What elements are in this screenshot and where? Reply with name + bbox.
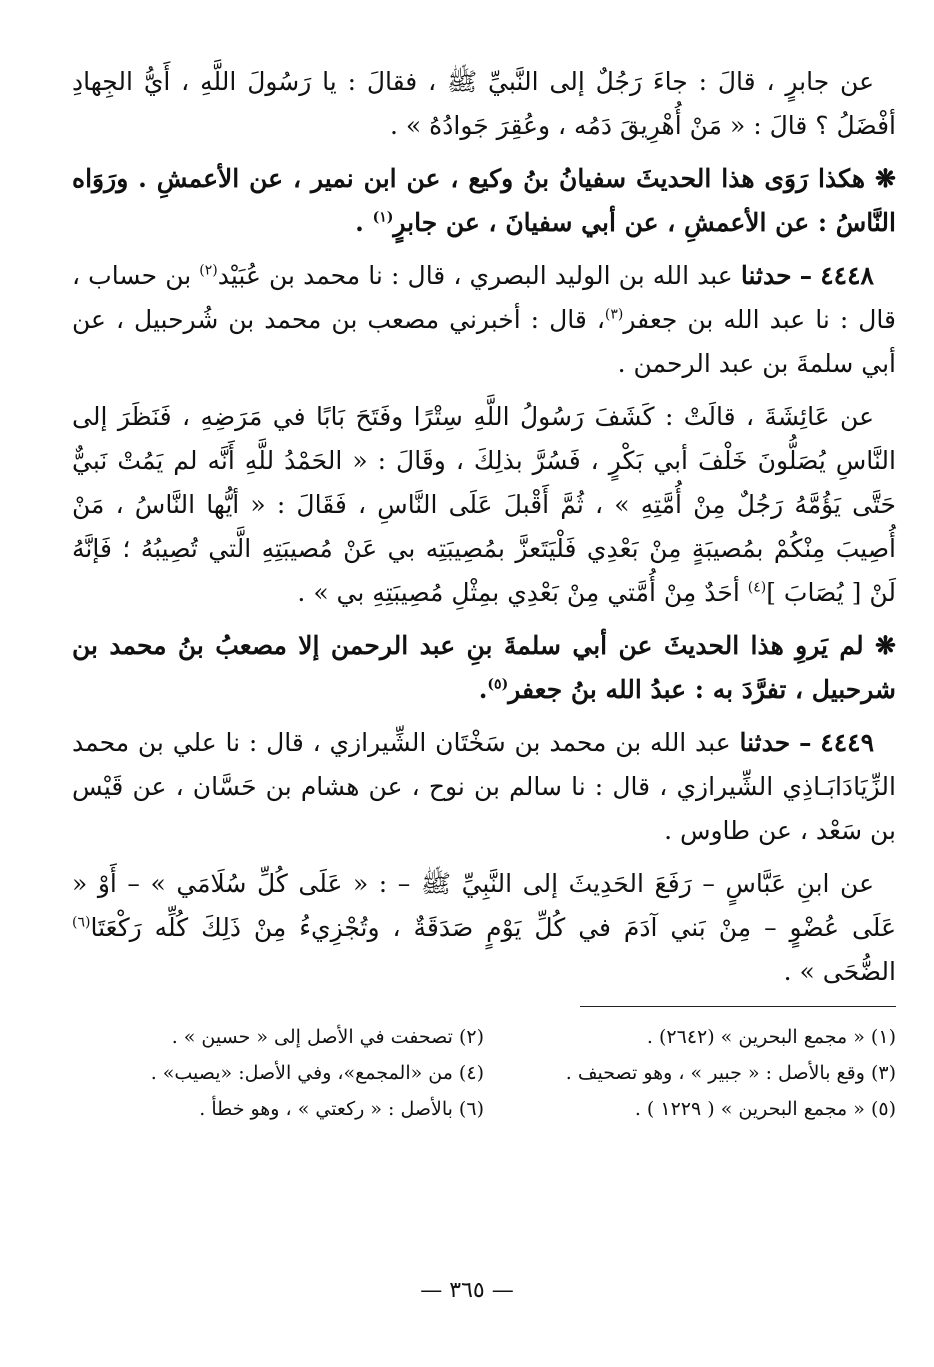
hadith-dash: – [799,261,813,290]
commentary-paragraph [72,157,896,245]
star-ornament-icon: ❋ [875,164,896,193]
chain-text: عبد الله بن محمد بن سَخْتَان الشِّيرازي ، قال : نا علي بن محمد الزِّيَادَابَـاذِي الشِّيرازي ، قال : نا سالم بن نوح ، عن هشام بن حَسَّان ، عن قَيْس بن سَعْد ، عن طاوس . [72,728,896,845]
star-ornament-icon: ❋ [875,631,896,660]
hadith-dash: – [798,728,812,757]
footnote-ref: (٢) [199,262,218,279]
chain-text: ، قال : أخبرني مصعب بن محمد بن شُرحبيل ، عن أبي سلمةَ بن عبد الرحمن . [72,305,896,378]
footnote: (٤) من «المجمع»، وفي الأصل: «يصيب» . [150,1062,484,1084]
paragraph-text: الضُّحَى » . [783,957,896,986]
hadith-chain-4449 [72,721,896,853]
footnote-ref: (٦) [72,914,91,931]
footnote-ref: (٣) [604,306,624,323]
footnote-ref: (٤) [747,579,767,596]
end-mark: . [478,675,488,704]
page-number: — ٣٦٥ — [420,1278,514,1303]
hadith-number: ٤٤٤٨ [820,261,874,290]
footnote: (١) « مجمع البحرين » (٢٦٤٢) . [646,1026,896,1048]
commentary-text: لم يَروِ هذا الحديثَ عن أبي سلمةَ بنِ عبد الرحمن إلا مصعبُ بنُ محمد بن شرحبيل ، تفرَّدَ به : عبدُ الله بنُ جعفر [72,631,896,704]
paragraph-text: عن جابرٍ ، قالَ : جاءَ رَجُلٌ إلى النَّبيِّ ﷺ ، فقالَ : يا رَسُولَ اللَّهِ ، أَيُّ الجِهادِ أفْضَلُ ؟ قالَ : « مَنْ أُهْرِيقَ دَمُه ، وعُقِرَ جَوادُهُ » . [72,67,896,140]
footnote-row [72,1019,896,1055]
footnote: (٢) تصحفت في الأصل إلى « حسين » . [171,1026,484,1048]
hadith-keyword: حدثنا [739,728,791,757]
paragraph-text: أحَدٌ مِنْ أُمَّتي مِنْ بَعْدِي بمِثْلِ مُصِيبَتِهِ بي » . [297,578,740,607]
commentary-text: هكذا رَوَى هذا الحديثَ سفيانُ بنُ وكيع ، عن ابن نمير ، عن الأعمشِ . ورَوَاه النَّاسُ : عن الأعمشِ ، عن أبي سفيانَ ، عن جابرٍ [72,164,896,237]
hadith-text-ibn-abbas [72,862,896,994]
footnote: (٥) « مجمع البحرين » ( ١٢٢٩ ) . [634,1098,896,1120]
commentary-paragraph [72,624,896,712]
paragraph-text: عن ابنِ عَبَّاسٍ – رَفَعَ الحَدِيثَ إلى النَّبِيِّ ﷺ – : « عَلَى كُلِّ سُلَامَي » – أَوْ « عَلَى عُضْوٍ – مِنْ بَني آدَمَ في كُلِّ يَوْمٍ صَدَقَةٌ ، وتُجْزِيءُ مِنْ ذَلِكَ كُلِّه رَكْعَتَا [72,869,896,942]
footnote-ref: (٥) [487,676,509,693]
hadith-number: ٤٤٤٩ [820,728,875,757]
hadith-text-aisha [72,395,896,615]
footnotes [72,1019,896,1127]
hadith-keyword: حدثنا [740,261,792,290]
hadith-text-jabir [72,60,896,148]
footnote-divider [580,1006,896,1007]
footnote-row [72,1055,896,1091]
end-mark: . [355,208,364,237]
footnote-ref: (١) [372,209,394,226]
hadith-chain-4448 [72,254,896,386]
chain-text: عبد الله بن الوليد البصري ، قال : نا محمد بن عُبَيْد [217,261,733,290]
footnote-row [72,1091,896,1127]
footnote: (٦) بالأصل : « ركعتي » ، وهو خطأ . [199,1098,484,1120]
footnote: (٣) وقع بالأصل : « جبير » ، وهو تصحيف . [565,1062,896,1084]
chain-text: بن حساب ، قال : نا عبد الله بن جعفر [72,261,896,334]
paragraph-text: عن عَائِشَةَ ، قالَتْ : كَشَفَ رَسُولُ اللَّهِ سِتْرًا وفَتَحَ بَابًا في مَرَضِهِ ، فَنَظَرَ إلى النَّاسِ يُصَلُّونَ خَلْفَ أبي بَكْرٍ ، فَسُرَّ بذلِكَ ، وقَالَ : « الحَمْدُ للَّهِ أَنَّه لم يَمُتْ نَبيٌّ حَتَّى يَؤُمَّهُ رَجُلٌ مِنْ أُمَّتِهِ » ، ثُمَّ أَقْبلَ عَلَى النَّاسِ ، فَقَالَ : « أيُّها النَّاسُ ، مَنْ أُصِيبَ مِنْكُمْ بمُصيبَةٍ مِنْ بَعْدِي فَلْيَتَعزَّ بمُصِيبَتِه بي عَنْ مُصيبَتِهِ الَّتي تُصِيبُهُ ؛ فَإنَّهُ لَنْ [ يُصَابَ ] [72,402,896,607]
